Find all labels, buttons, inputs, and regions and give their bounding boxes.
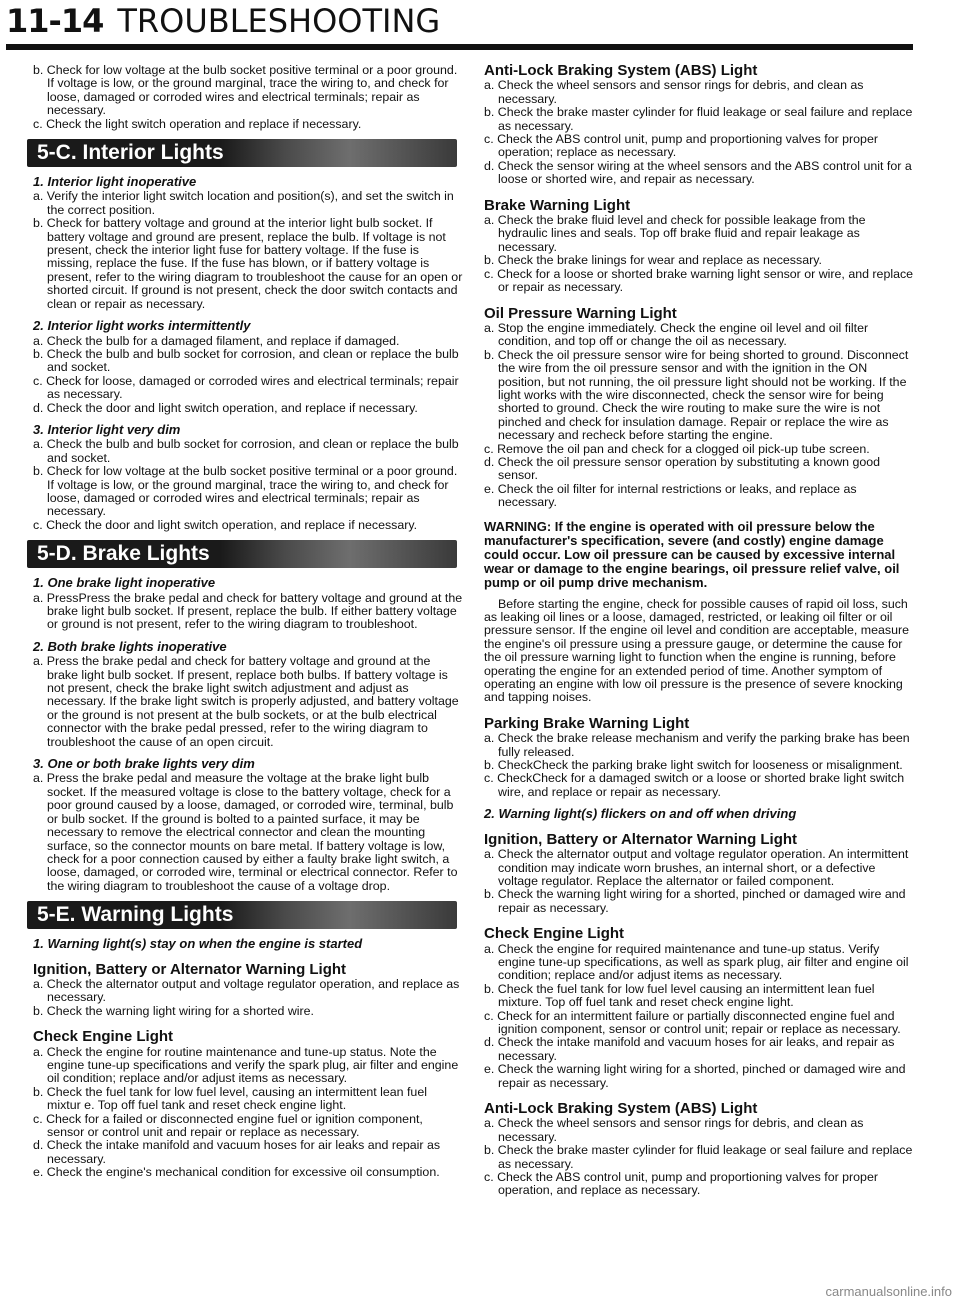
list-item: c. Check for an intermittent failure or partially disconnected engine fuel and ignition component, sensor or control unit; repair or replace as necessary. <box>484 1008 901 1036</box>
section-heading: Ignition, Battery or Alternator Warning Light <box>33 960 347 978</box>
list-item: c. Check for a loose or shorted brake warning light sensor or wire, and replace or repair as necessary. <box>484 266 914 295</box>
right-column <box>484 64 914 1198</box>
section-bar: 5-C. Interior Lights <box>27 139 457 167</box>
page-title: TROUBLESHOOTING <box>117 2 441 40</box>
page-number: 11-14 <box>6 2 104 40</box>
list-item: a. Check the bulb and bulb socket for corrosion, and clean or replace the bulb and socket. <box>33 437 459 465</box>
list-item: b. Check the warning light wiring for a shorted, pinched or damaged wire and repair as necessary. <box>484 887 906 915</box>
list-item: b. Check the brake linings for wear and replace as necessary. <box>484 253 822 268</box>
list-item: a. Press the brake pedal and check for battery voltage and ground at the brake light bulb socket. If present, replace both bulbs. If battery voltage is not present, check the brake light switch adjustment and adjust as necessary. If the brake light switch is properly adjusted, and battery voltage or the ground is not present at the bulb sockets, or at the bulb electrical connector with the brake pedal pressed, refer to the wiring diagram to troubleshoot the cause of an open circuit. <box>33 654 459 749</box>
subsection-heading: 2. Warning light(s) flickers on and off when driving <box>484 806 797 822</box>
section-heading: Check Engine Light <box>33 1028 174 1046</box>
section-heading: Oil Pressure Warning Light <box>484 304 677 322</box>
list-item: c. Check the light switch operation and replace if necessary. <box>33 116 362 131</box>
page-header <box>6 2 440 42</box>
warning-text: WARNING: If the engine is operated with oil pressure below the manufacturer's specification, severe (and costly) engine damage could occur. Low oil pressure can be caused by excessive internal wear or damage to the engine bearings, oil pressure relief valve, oil pump or oil pump drive mechanism. <box>484 518 900 590</box>
list-item: b. Check for battery voltage and ground at the interior light bulb socket. If battery voltage and ground are present, replace the bulb. If voltage is not present, check the interior light fuse for battery voltage. If the fuse is missing, replace the fuse. If the fuse has blown, or if battery voltage is present, refer to the wiring diagram to troubleshoot the cause for an open or shorted circuit. If ground is not present, check the door switch contacts and clean or repair as necessary. <box>33 216 463 311</box>
list-item: c. Check for loose, damaged or corroded wires and electrical terminals; repair as necessary. <box>33 373 459 402</box>
list-item: a. Check the brake release mechanism and verify the parking brake has been fully released. <box>484 731 910 759</box>
list-item: a. Check the wheel sensors and sensor rings for debris, and clean as necessary. <box>484 1116 864 1144</box>
list-item: c. Check for a failed or disconnected engine fuel or ignition component, sensor or control unit and repair or replace as necessary. <box>33 1111 423 1139</box>
section-heading: Brake Warning Light <box>484 196 631 214</box>
left-column <box>33 64 463 1180</box>
list-item: c. Remove the oil pan and check for a clogged oil pick-up tube screen. <box>484 441 870 456</box>
list-item: d. Check the oil pressure sensor operation by substituting a known good sensor. <box>484 454 881 483</box>
list-item: d. Check the door and light switch operation, and replace if necessary. <box>33 400 418 415</box>
section-heading: Check Engine Light <box>484 925 625 943</box>
list-item: b. Check the fuel tank for low fuel level, causing an intermittent lean fuel mixtur e. Top off fuel tank and reset check engine light. <box>33 1084 427 1113</box>
list-item: a. Verify the interior light switch location and position(s), and set the switch in the correct position. <box>33 189 454 217</box>
section-heading: Anti-Lock Braking System (ABS) Light <box>484 62 758 79</box>
list-item: d. Check the sensor wiring at the wheel sensors and the ABS control unit for a loose or shorted wire, and repair as necessary. <box>484 158 912 187</box>
list-item: a. Check the wheel sensors and sensor rings for debris, and clean as necessary. <box>484 78 864 106</box>
list-item: b. Check the fuel tank for low fuel level causing an intermittent lean fuel mixture. Top off fuel tank and reset check engine light. <box>484 981 875 1010</box>
list-item: a. Press the brake pedal and measure the voltage at the brake light bulb socket. If the measured voltage is close to the battery voltage, check for a poor ground caused by a loose, damaged, or corroded wire, terminal, bulb or bulb socket. If the ground is bolted to a painted surface, it may be necessary to remove the electrical connector and clean the mounting surface, so the connector mounts on bare metal. If battery voltage is low, check for a poor connection caused by either a faulty brake light switch, a loose, damaged, or corroded wire, terminal or electrical connector. Refer to the wiring diagram to troubleshoot the cause of a voltage drop. <box>33 771 458 893</box>
list-item: a. Check the engine for required maintenance and tune-up status. Verify engine tune-up specifications, as well as spark plug, air filter and engine oil condition; replace and/or adjust items as necessary. <box>484 941 909 983</box>
list-item: c. Check the ABS control unit, pump and proportioning valves for proper operation; replace as necessary. <box>484 132 878 160</box>
subsection-heading: 1. One brake light inoperative <box>33 575 216 591</box>
list-item: e. Check the engine's mechanical condition for excessive oil consumption. <box>33 1165 440 1180</box>
list-item: b. CheckCheck the parking brake light switch for looseness or misalignment. <box>484 758 903 773</box>
list-item: a. Check the engine for routine maintenance and tune-up status. Note the engine tune-up specifications and verify the spark plug, air filter and engine oil condition; replace and/or adjust items as necessary. <box>33 1044 459 1086</box>
list-item: a. Check the alternator output and voltage regulator operation, and replace as necessary. <box>33 976 460 1005</box>
list-item: c. CheckCheck for a damaged switch or a loose or shorted brake light switch wire, and replace or repair as necessary. <box>484 771 905 799</box>
subsection-heading: 1. Warning light(s) stay on when the engine is started <box>33 936 363 952</box>
list-item: b. Check for low voltage at the bulb socket positive terminal or a poor ground. If voltage is low, or the ground marginal, trace the wiring to, and check for loose, damaged or corroded wires and electrical terminals; repair as necessary. <box>33 464 458 519</box>
list-item: b. Check the oil pressure sensor wire for being shorted to ground. Disconnect the wire from the oil pressure sensor and with the ignition in the ON position, but not running, the oil pressure light should not be working. If the light works with the wire disconnected, check the sensor wire for being shorted to ground. Check the wire routing to make sure the wire is not pinched and check for insulation damage. Repair or replace the wire as necessary and recheck before starting the engine. <box>484 347 909 443</box>
list-item: a. Stop the engine immediately. Check the engine oil level and oil filter condition, and top off or change the oil as necessary. <box>484 320 869 349</box>
list-item: e. Check the warning light wiring for a shorted, pinched or damaged wire and repair as necessary. <box>484 1062 906 1090</box>
section-heading: Ignition, Battery or Alternator Warning Light <box>484 830 798 848</box>
list-item: d. Check the intake manifold and vacuum hoses for air leaks, and repair as necessary. <box>484 1035 895 1063</box>
section-bar: 5-D. Brake Lights <box>27 540 457 568</box>
header-rule <box>6 44 913 50</box>
list-item: b. Check the brake master cylinder for fluid leakage or seal failure and replace as necessary. <box>484 105 913 133</box>
list-item: a. Check the brake fluid level and check for possible leakage from the hydraulic lines and seals. Top off brake fluid and repair leakage as necessary. <box>484 213 866 254</box>
section-bar: 5-E. Warning Lights <box>27 901 457 929</box>
subsection-heading: 2. Both brake lights inoperative <box>33 638 227 654</box>
list-item: c. Check the ABS control unit, pump and proportioning valves for proper operation, and replace as necessary. <box>484 1170 878 1198</box>
list-item: a. PressPress the brake pedal and check for battery voltage and ground at the brake light bulb socket. If present, replace the bulb. If either battery voltage or ground is not present, refer to the wiring diagram to troubleshoot. <box>33 590 463 632</box>
list-item: b. Check the warning light wiring for a shorted wire. <box>33 1003 314 1018</box>
list-item: c. Check the door and light switch operation, and replace if necessary. <box>33 517 418 532</box>
list-item: d. Check the intake manifold and vacuum hoses for air leaks and repair as necessary. <box>33 1138 441 1166</box>
subsection-heading: 1. Interior light inoperative <box>33 174 197 190</box>
list-item: b. Check the brake master cylinder for fluid leakage or seal failure and replace as necessary. <box>484 1143 913 1171</box>
subsection-heading: 2. Interior light works intermittently <box>33 318 251 334</box>
list-item: a. Check the alternator output and voltage regulator operation. An intermittent condition may indicate worn brushes, an internal short, or a defective voltage regulator. Replace the alternator or failed component. <box>484 847 909 888</box>
subsection-heading: 3. Interior light very dim <box>33 421 181 437</box>
subsection-heading: 3. One or both brake lights very dim <box>33 756 255 772</box>
section-heading: Anti-Lock Braking System (ABS) Light <box>484 1100 758 1117</box>
list-item: a. Check the bulb for a damaged filament, and replace if damaged. <box>33 333 400 348</box>
list-item: b. Check the bulb and bulb socket for corrosion, and clean or replace the bulb and socket. <box>33 346 459 375</box>
section-heading: Parking Brake Warning Light <box>484 714 690 732</box>
watermark: carmanualsonline.info <box>825 1284 952 1299</box>
list-item: e. Check the oil filter for internal restrictions or leaks, and replace as necessary. <box>484 481 857 510</box>
paragraph: Before starting the engine, check for possible causes of rapid oil loss, such as leaking oil lines or a loose, damaged, restricted, or leaking oil filter or oil pressure sensor. If the engine oil level and condition are acceptable, measure the engine's oil pressure using a pressure gauge, or determine the cause for the oil pressure warning light to function when the engine is running, before operating the engine for an extended period of time. Another symptom of operating an engine with low oil pressure is the presence of severe knocking and tapping noises. <box>484 596 909 705</box>
list-item: b. Check for low voltage at the bulb socket positive terminal or a poor ground. If voltage is low, or the ground marginal, trace the wiring to, and check for loose, damaged or corroded wires and electrical terminals; repair as necessary. <box>33 63 458 118</box>
